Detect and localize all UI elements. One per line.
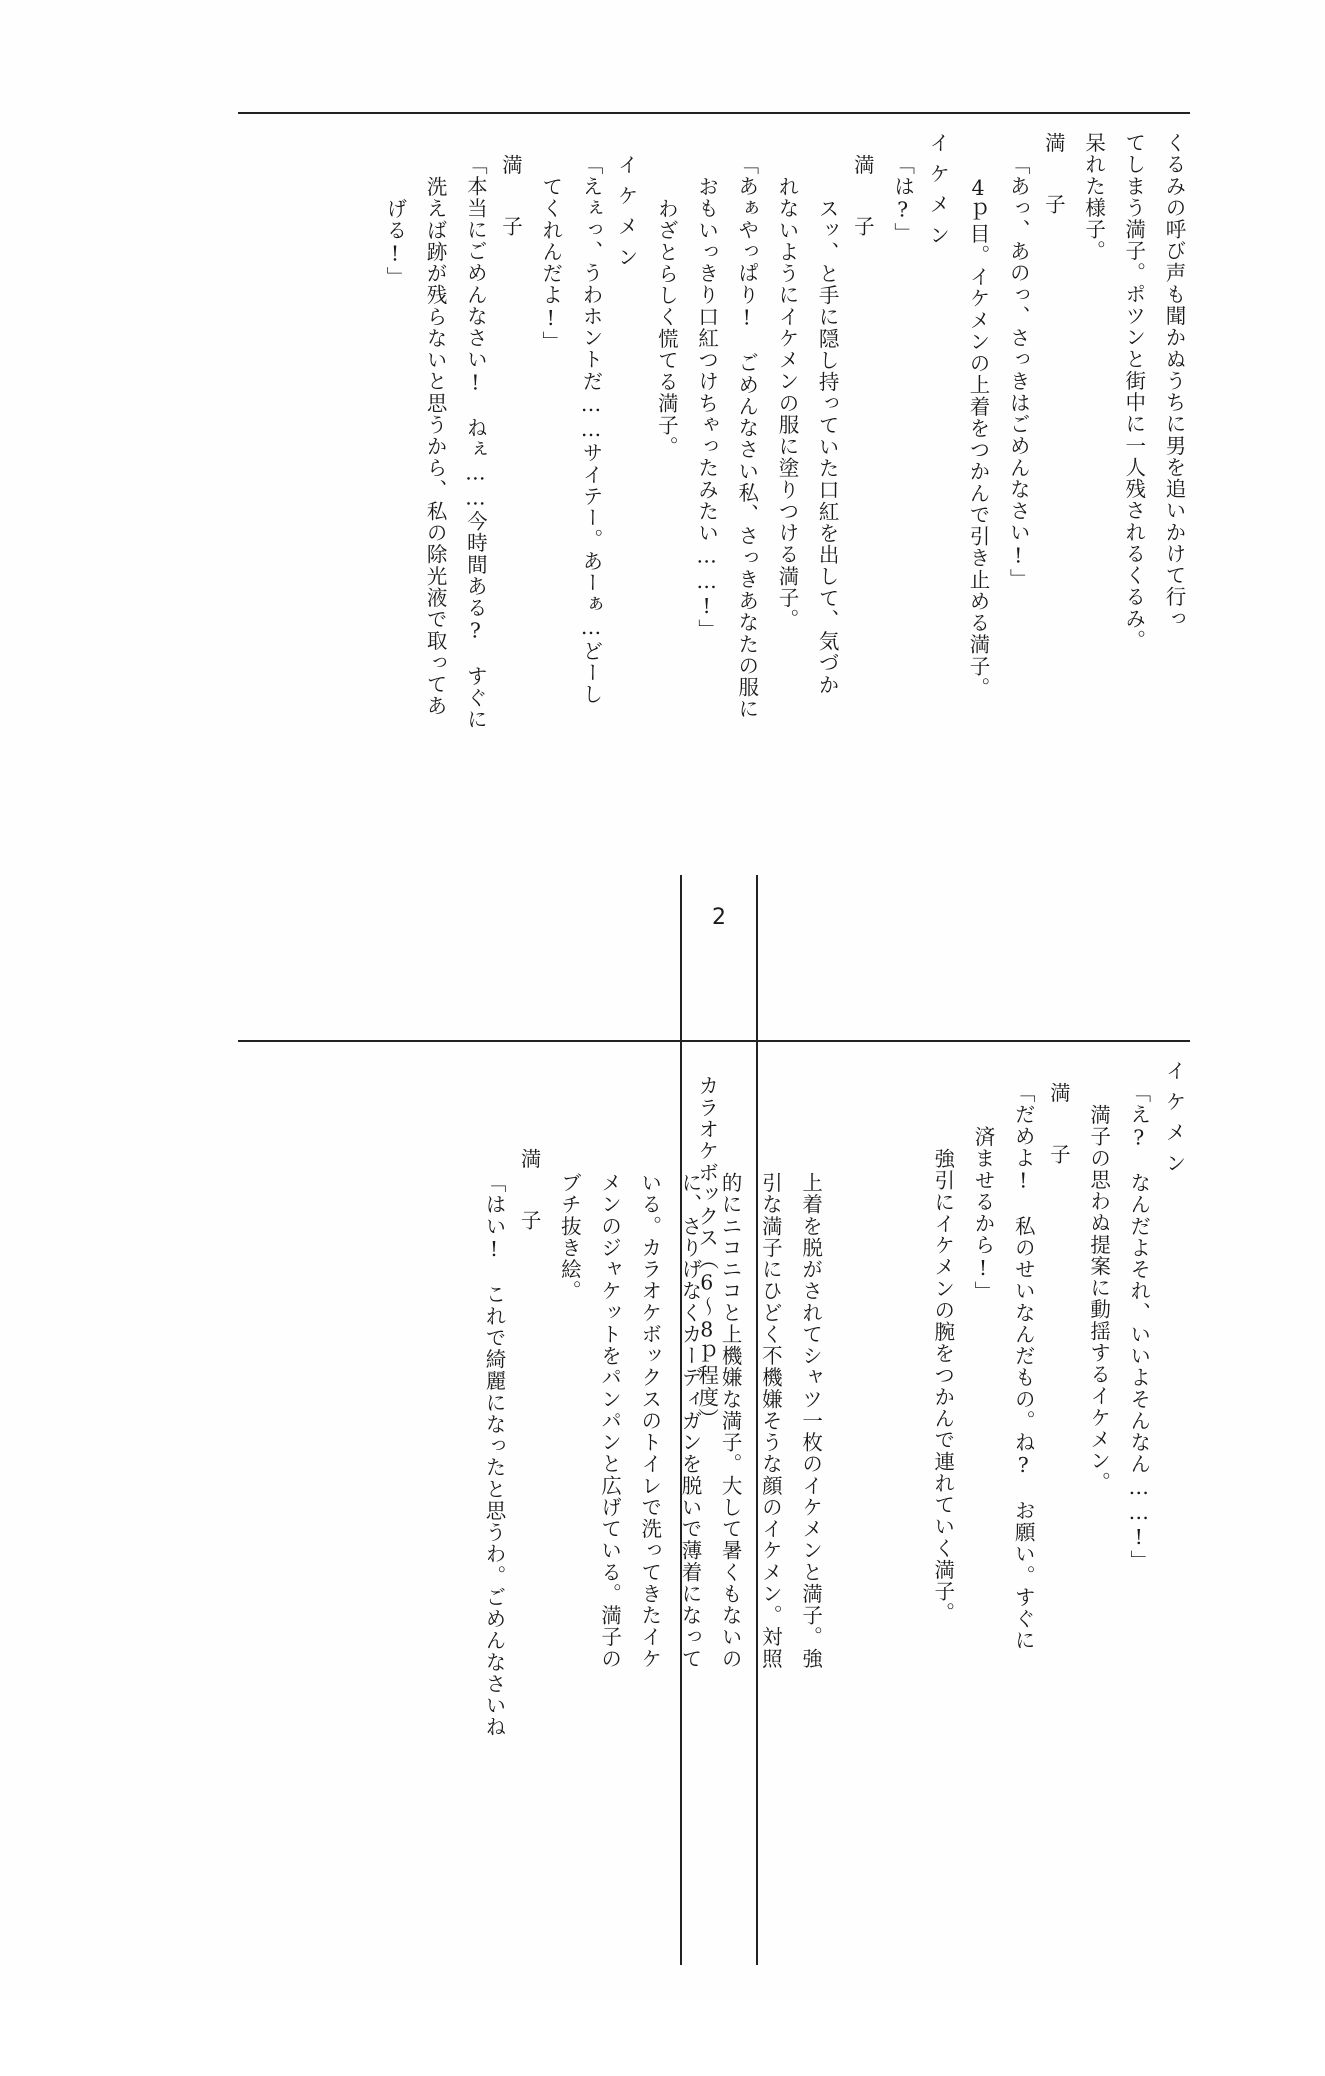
speaker-label: イケメン — [925, 132, 950, 255]
text-column: おもいっきり口紅つけちゃったみたい……!」 — [694, 176, 719, 641]
dialogue-column: 「はい! これで綺麗になったと思うわ。ごめんなさいね — [481, 1172, 506, 1738]
dialogue-column: 「は?」 — [890, 154, 915, 245]
speaker-label: 満 子 — [1041, 132, 1066, 225]
speaker-label: 満 子 — [1046, 1082, 1071, 1175]
dialogue-column: 「あぁやっぱり! ごめんなさい私、さっきあなたの服に — [734, 154, 759, 720]
scene-heading: カラオケボックス（6〜8ｐ程度） — [694, 1075, 719, 1430]
text-column: げる!」 — [382, 198, 407, 289]
dialogue-column: 「あっ、あのっ、さっきはごめんなさい!」 — [1006, 154, 1031, 591]
dialogue-column: 「本当にごめんなさい! ねぇ……今時間ある? すぐに — [463, 154, 488, 731]
speaker-label: 満 子 — [850, 154, 875, 247]
speaker-label: イケメン — [614, 154, 639, 277]
dialogue-column: 「え? なんだよそれ、いいよそんなん……!」 — [1126, 1082, 1151, 1572]
text-column: 的にニコニコと上機嫌な満子。大して暑くもないの — [718, 1172, 743, 1670]
text-column: 上着を脱がされてシャツ一枚のイケメンと満子。強 — [798, 1172, 823, 1670]
text-column: くるみの呼び声も聞かぬうちに男を追いかけて行っ — [1162, 132, 1186, 630]
column-gap — [827, 1060, 919, 1964]
vertical-text-columns-upper — [371, 132, 1190, 1026]
speaker-label: イケメン — [1162, 1060, 1186, 1183]
speaker-label: 満 子 — [517, 1148, 542, 1241]
text-column: いる。カラオケボックスのトイレで洗ってきたイケ — [637, 1172, 662, 1670]
page-number: 2 — [712, 905, 726, 930]
text-column: に、さりげなくカーディガンを脱いで薄着になって — [677, 1172, 702, 1670]
dialogue-column: 「だめよ! 私のせいなんだもの。ね? お願い。すぐに — [1011, 1082, 1036, 1652]
text-column: スッ、と手に隠し持っていた口紅を出して、気づか — [815, 198, 840, 696]
text-column: ブチ抜き絵。 — [557, 1172, 582, 1302]
text-column: わざとらしく慌てる満子。 — [654, 198, 679, 458]
text-column: 4ｐ目。イケメンの上着をつかんで引き止める満子。 — [965, 176, 990, 699]
text-column: 満子の思わぬ提案に動揺するイケメン。 — [1086, 1104, 1111, 1494]
vertical-text-columns-lower — [470, 1060, 1190, 1964]
text-column: メンのジャケットをパンパンと広げている。満子の — [597, 1172, 622, 1670]
text-column: てくれんだよ!」 — [538, 176, 563, 353]
speaker-label: 満 子 — [498, 154, 523, 247]
text-column: れないようにイケメンの服に塗りつける満子。 — [774, 176, 799, 631]
text-column: てしまう満子。ポツンと街中に一人残されるくるみ。 — [1121, 132, 1146, 652]
text-column: 呆れた様子。 — [1081, 132, 1106, 262]
text-column: 洗えば跡が残らないと思うから、私の除光液で取ってあ — [423, 176, 448, 717]
dialogue-column: 「えぇっ、うわホントだ……サイテー。あーぁ…どーし — [578, 154, 603, 706]
text-column: 済ませるから!」 — [970, 1126, 995, 1303]
page-number-box — [680, 875, 758, 1965]
text-column: 引な満子にひどく不機嫌そうな顔のイケメン。対照 — [758, 1172, 783, 1670]
text-column: 強引にイケメンの腕をつかんで連れていく満子。 — [930, 1148, 955, 1624]
